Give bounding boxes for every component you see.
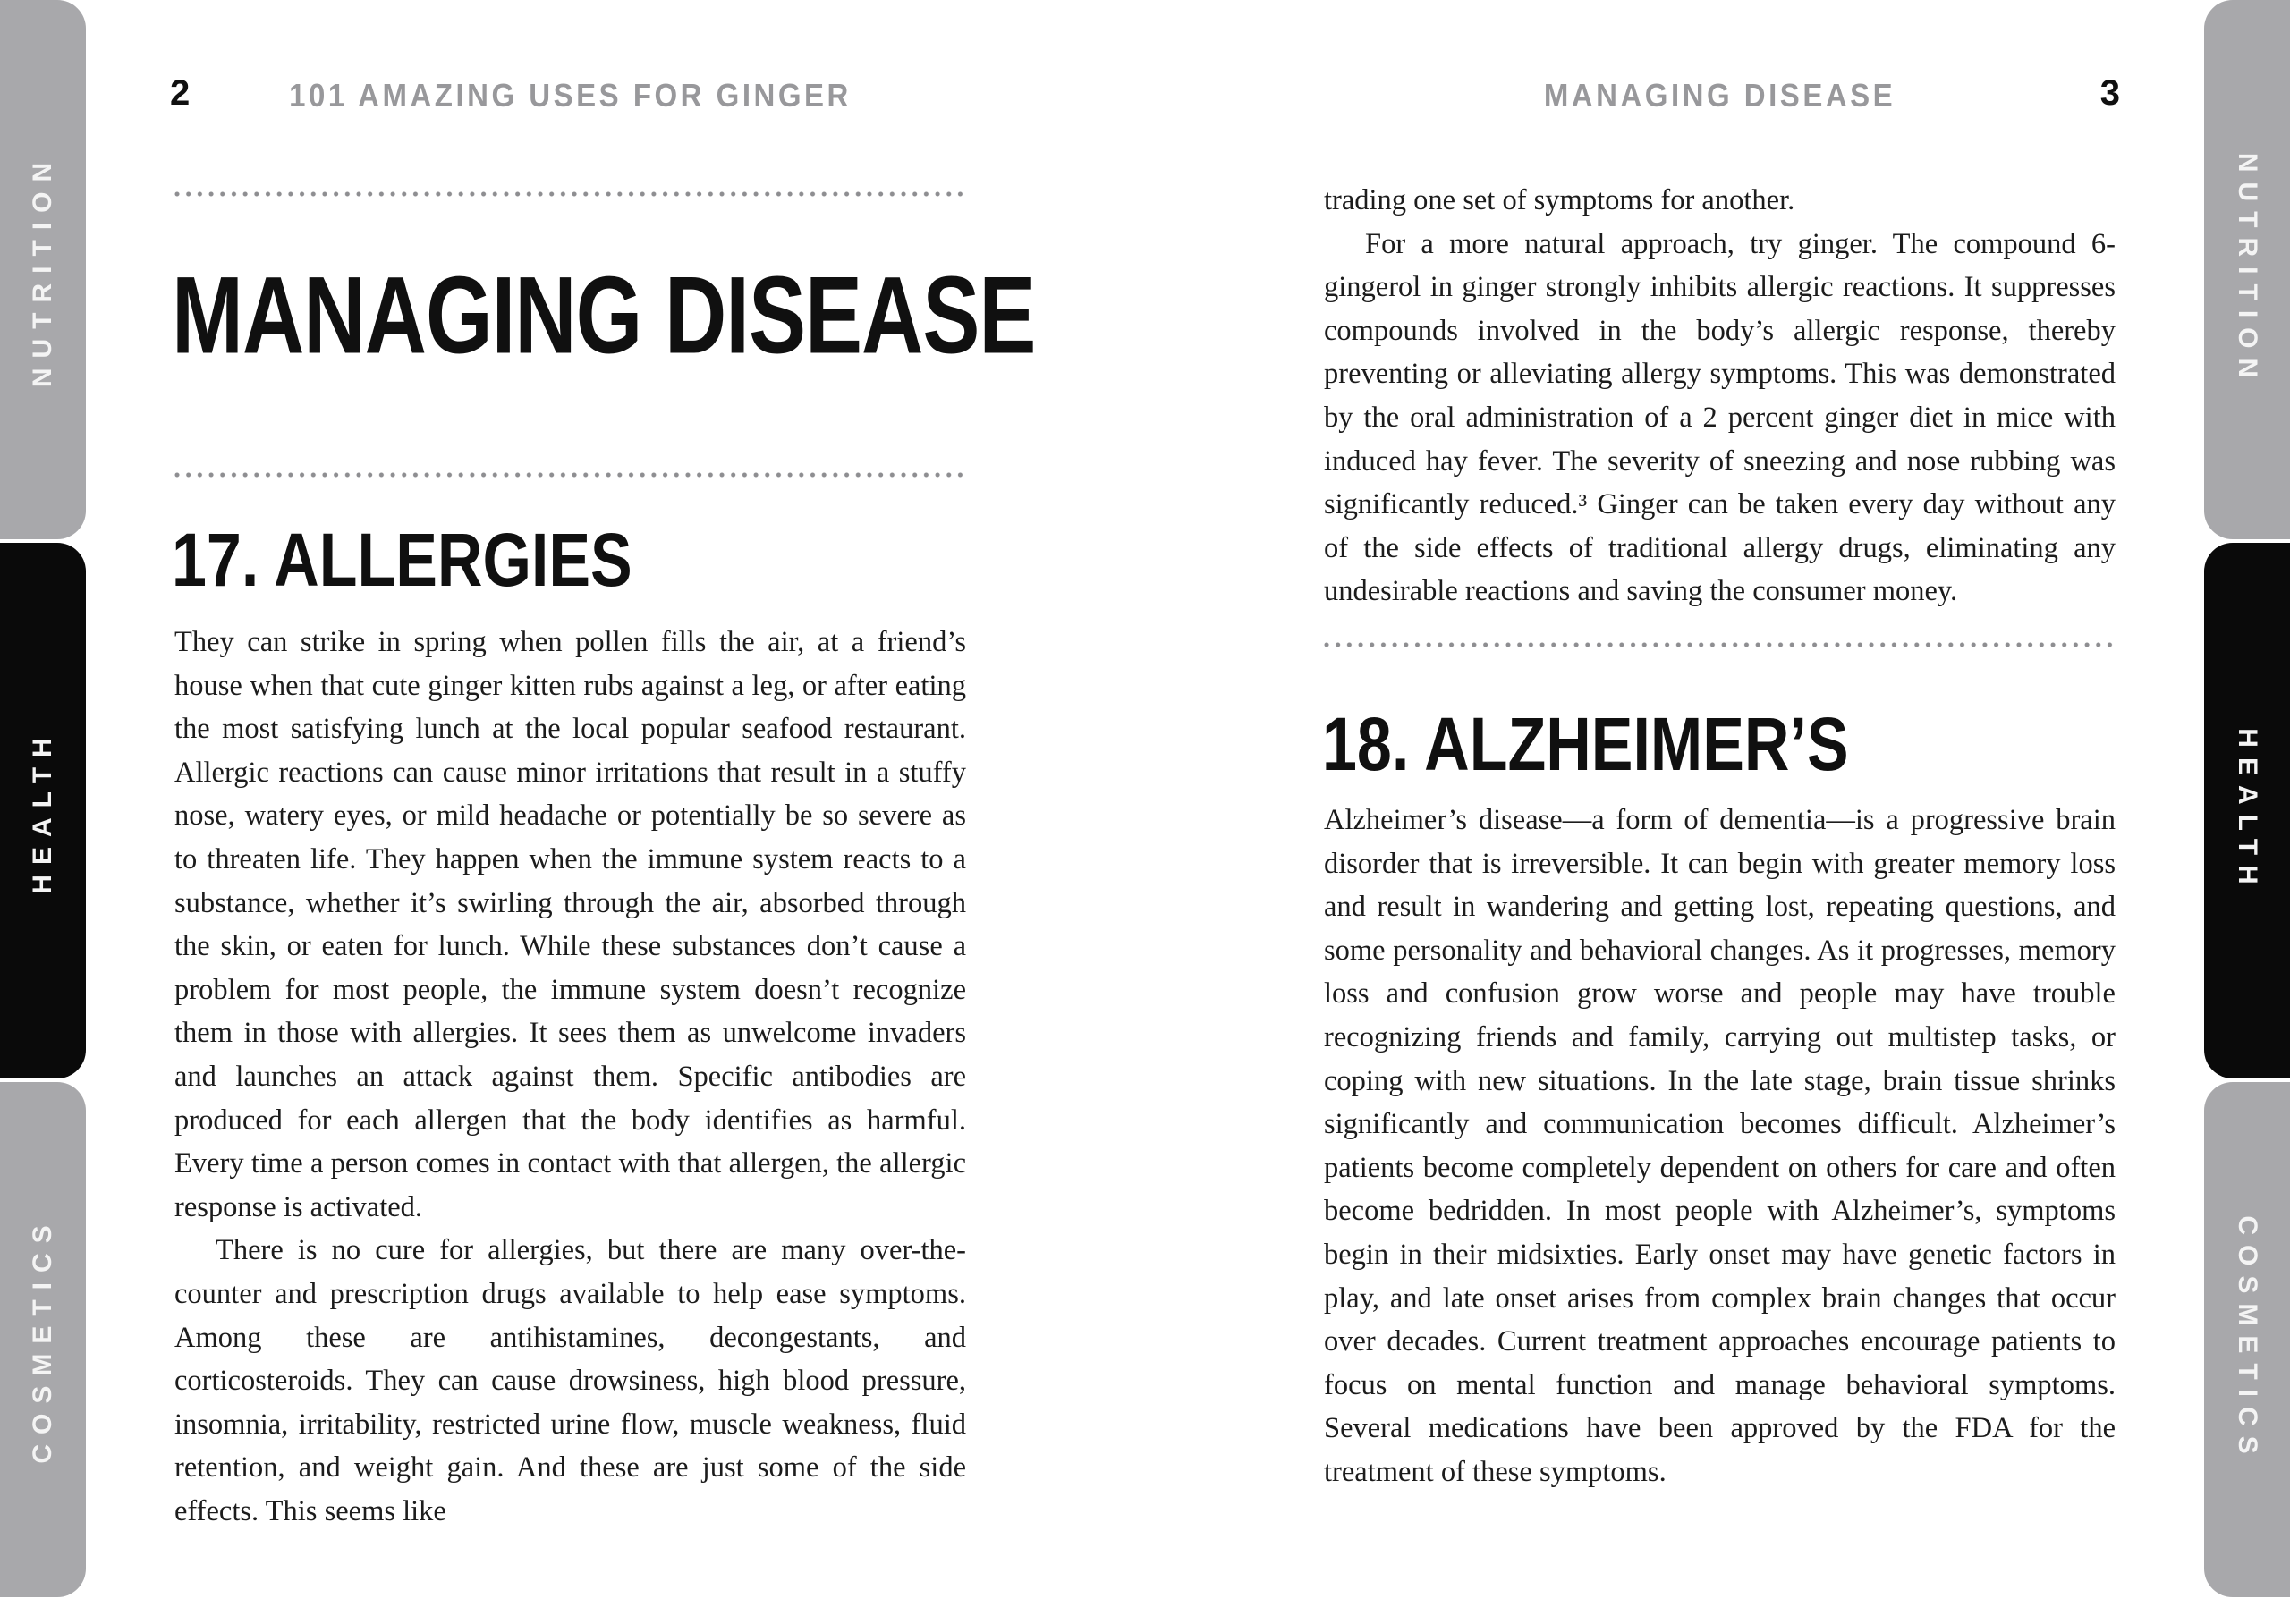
tab-health-right[interactable] [2204,543,2290,1078]
dotted-divider [1324,642,2116,647]
tab-label: HEALTH [2233,727,2262,894]
tab-label: NUTRITION [2233,152,2262,387]
tab-nutrition-left[interactable] [0,0,86,539]
running-header-right: MANAGING DISEASE [1543,77,1896,114]
right-page-body-continuation [1324,179,2116,613]
tab-nutrition-right[interactable] [2204,0,2290,539]
dotted-divider [174,472,967,478]
paragraph: For a more natural approach, try ginger. The compound 6-gingerol in ginger strongly inhibits allergic reactions. It suppresses compounds involved in the body’s allergic response, thereby preventing or alleviating allergy symptoms. This was demonstrated by the oral administration of a 2 percent ginger diet in mice with induced hay fever. The severity of sneezing and nose rubbing was significantly reduced.³ Ginger can be taken every day without any of the side effects of traditional allergy drugs, eliminating any undesirable reactions and saving the consumer money. [1324,227,2116,608]
paragraph: There is no cure for allergies, but there are many over-the-counter and prescription drugs available to help ease symptoms. Among these are antihistamines, decongestants, and corticosteroids. They can cause drowsiness, high blood pressure, insomnia, irritability, restricted urine flow, muscle weakness, fluid retention, and weight gain. And these are just some of the side effects. This seems like [174,1234,966,1527]
paragraph: They can strike in spring when pollen fills the air, at a friend’s house when that cute ginger kitten rubs against a leg, or after eating the most satisfying lunch at the local popular seafood restaurant. Allergic reactions can cause minor irritations that result in a stuffy nose, watery eyes, or mild headache or potentially be so severe as to threaten life. They happen when the immune system reacts to a substance, whether it’s swirling through the air, absorbed through the skin, or eaten for lunch. While these substances don’t cause a problem for most people, the immune system doesn’t recognize them in those with allergies. It sees them as unwelcome invaders and launches an attack against them. Specific antibodies are produced for each allergen that the body identifies as harmful. Every time a person comes in contact with that allergen, the allergic response is activated. [174,626,966,1223]
tab-health-left[interactable] [0,543,86,1078]
section-heading-allergies: 17. ALLERGIES [172,518,632,602]
tab-label: HEALTH [28,727,57,894]
page-number-left: 2 [170,73,191,113]
tab-label: COSMETICS [2233,1215,2262,1464]
paragraph: trading one set of symptoms for another. [1324,184,1795,216]
paragraph: Alzheimer’s disease—a form of dementia—is a progressive brain disorder that is irreversible. It can begin with greater memory loss and result in wandering and getting lost, repeating questions, and some personality and behavioral changes. As it progresses, memory loss and confusion grow worse and people may have trouble recognizing friends and family, carrying out multistep tasks, or coping with new situations. In the late stage, brain tissue shrinks significantly and communication becomes difficult. Alzheimer’s patients become completely dependent on others for care and often become bedridden. In most people with Alzheimer’s, symptoms begin in their midsixties. Early onset may have genetic factors in play, and late onset arises from complex brain changes that occur over decades. Current treatment approaches encourage patients to focus on mental function and manage behavioral symptoms. Several medications have been approved by the FDA for the treatment of these symptoms. [1324,804,2116,1488]
tab-cosmetics-right[interactable] [2204,1082,2290,1597]
tab-label: NUTRITION [28,152,57,387]
section-heading-alzheimers: 18. ALZHEIMER’S [1322,702,1849,786]
chapter-title: MANAGING DISEASE [172,254,1036,377]
tab-label: COSMETICS [28,1215,57,1464]
left-page-body [174,621,966,1533]
dotted-divider [174,191,967,197]
tab-cosmetics-left[interactable] [0,1082,86,1597]
page-number-right: 3 [2099,73,2120,113]
running-header-left: 101 AMAZING USES FOR GINGER [289,77,852,114]
right-page-body [1324,799,2116,1494]
